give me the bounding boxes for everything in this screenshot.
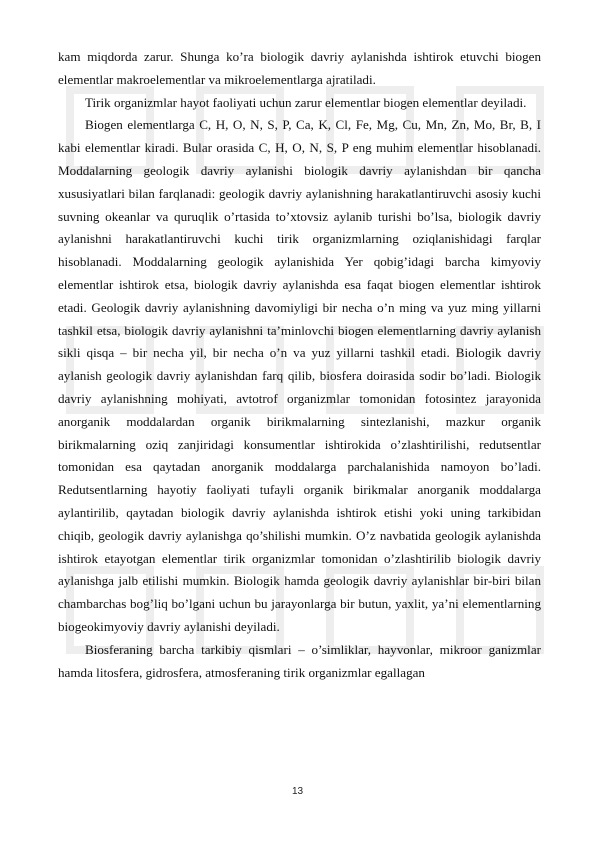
paragraph-3: Biogen elementlarga C, H, O, N, S, P, Ca, K, Cl, Fe, Mg, Cu, Mn, Zn, Mo, Br, B, I kabi elementlar kiradi. Bular orasida C, H, O, N, S, P eng muhim elementlar hisoblanadi. Moddalarning geologik davriy aylanishi biologik davriy aylanishdan bir qancha xususiyatlari bilan farqlanadi: geologik davriy aylanishning harakatlantiruvchi asosiy kuchi suvning okeanlar va quruqlik o’rtasida to’xtovsiz aylanib turishi bo’lsa, biologik davriy aylanishni harakatlantiruvchi kuchi tirik organizmlarning oziqlanishidagi farqlar hisoblanadi. Moddalarning geologik aylanishida Yer qobig’idagi barcha kimyoviy elementlar ishtirok etsa, biologik davriy aylanishda esa faqat biogen elementlar ishtirok etadi. Geologik davriy aylanishning davomiyligi bir necha o’n ming va yuz ming yillarni tashkil etsa, biologik davriy aylanishni ta’minlovchi biogen elementlarning davriy aylanish sikli qisqa – bir necha yil, bir necha o’n va yuz yillarni tashkil etadi. Biologik davriy aylanish geologik davriy aylanishdan farq qilib, biosfera doirasida sodir bo’ladi. Biologik davriy aylanishning mohiyati, avtotrof organizmlar tomonidan fotosintez jarayonida anorganik moddalardan organik birikmalarning sintezlanishi, mazkur organik birikmalarning oziq zanjiridagi konsumentlar ishtirokida o’zlashtirilishi, redutsentlar tomonidan esa qaytadan anorganik moddalarga parchalanishida namoyon bo’ladi. Redutsentlarning hayotiy faoliyati tufayli organik birikmalar anorganik moddalarga aylantirilib, qaytadan biologik davriy aylanishda ishtirok etishi yoki uning tarkibidan chiqib, geologik davriy aylanishga qo’shilishi mumkin. O’z navbatida geologik aylanishda ishtirok etayotgan elementlar tirik organizmlar tomonidan o’zlashtirilib biologik davriy aylanishga jalb etilishi mumkin. Biologik hamda geologik davriy aylanishlar bir-biri bilan chambarchas bog’liq bo’lgani uchun bu jarayonlarga bir butun, yaxlit, ya’ni elementlarning biogeokimyoviy davriy aylanishi deyiladi.	[58, 117, 541, 634]
page-number: 13	[291, 786, 304, 797]
paragraph-2: Tirik organizmlar hayot faoliyati uchun zarur elementlar biogen elementlar deyiladi.	[85, 94, 527, 110]
paragraph-1: kam miqdorda zarur. Shunga ko’ra biologik davriy aylanishda ishtirok etuvchi biogen elementlar makroelementlar va mikroelementlarga ajratiladi.	[58, 49, 541, 87]
document-body	[58, 46, 541, 684]
paragraph-4: Biosferaning barcha tarkibiy qismlari – o’simliklar, hayvonlar, mikroor ganizmlar hamda litosfera, gidrosfera, atmosferaning tirik organizmlar egallagan	[58, 641, 541, 680]
